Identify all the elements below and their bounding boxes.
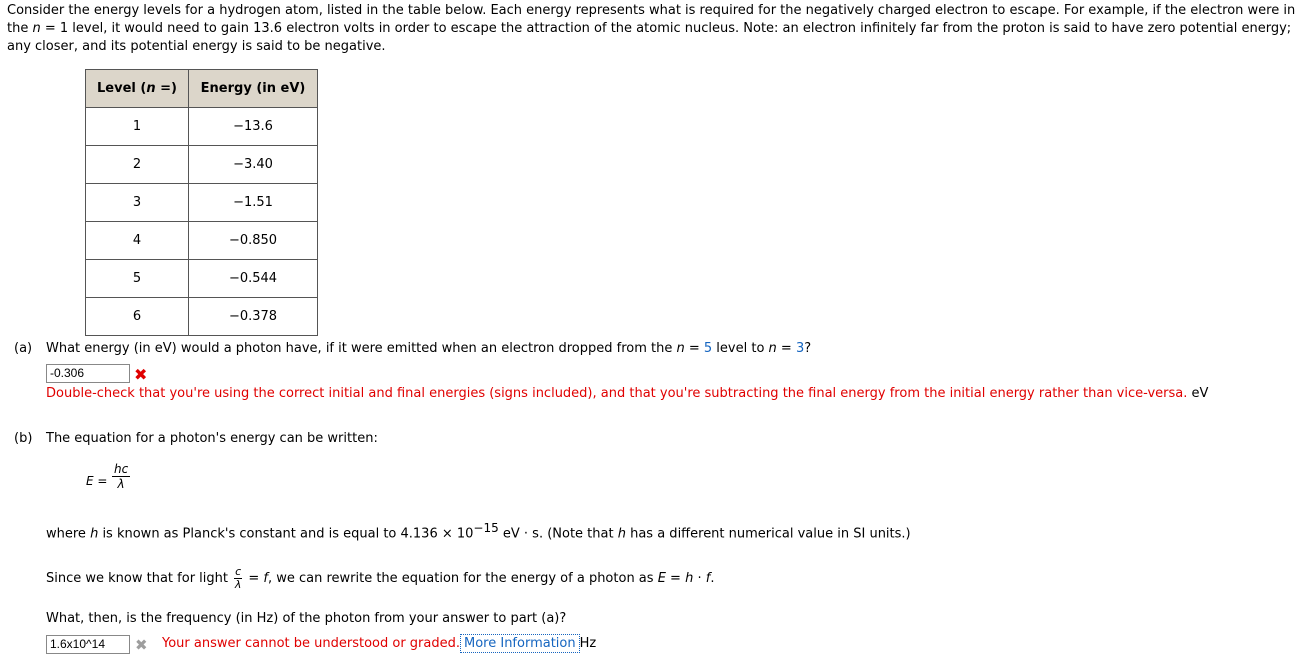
- energy-cell: −0.544: [189, 260, 318, 298]
- level-cell: 2: [86, 146, 189, 184]
- level-cell: 5: [86, 260, 189, 298]
- table-row: [86, 108, 318, 146]
- table-row: [86, 260, 318, 298]
- part-a-feedback: [46, 386, 1208, 401]
- equation-lhs: E =: [86, 474, 108, 488]
- intro-text-2: = 1 level, it would need to gain 13.6 electron volts in order to escape the attraction of the atomic nucleus. Note: an electron infinitely far from the proton is said to have zero potential energy; any closer, and its potential energy is said to be negative.: [7, 21, 1292, 54]
- equation-fraction: [112, 462, 130, 491]
- table-row: [86, 184, 318, 222]
- part-a-feedback-text: Double-check that you're using the correct initial and final energies (signs included), and that you're subtracting the final energy from the initial energy rather than vice-versa.: [46, 386, 1188, 401]
- part-b-label: (b): [14, 431, 33, 446]
- energy-cell: −0.378: [189, 298, 318, 336]
- intro-text-1: Consider the energy levels for a hydrogen atom, listed in the table below. Each energy represents what is required for the negatively charged electron to escape. For example, if the electron were in the: [7, 3, 1296, 36]
- level-cell: 3: [86, 184, 189, 222]
- header-energy: Energy (in eV): [189, 70, 318, 108]
- c-over-lambda-fraction: $\frac{c}{\lambda}$: [234, 565, 242, 591]
- n-variable: n: [32, 21, 41, 36]
- incorrect-x-icon: ✖: [134, 365, 148, 384]
- part-b-feedback: [162, 636, 596, 651]
- n-to-value: 3: [795, 341, 805, 356]
- part-b-intro: (b) The equation for a photon's energy can be written:: [14, 431, 378, 446]
- planck-statement: where h is known as Planck's constant and is equal to $4.136 \times 10^{-15}$ eV · s. (Note that h has a different numerical value in SI units.): [46, 521, 911, 542]
- part-b-feedback-text: Your answer cannot be understood or graded.: [162, 636, 460, 651]
- part-a-unit: eV: [1191, 386, 1209, 401]
- energy-cell: −0.850: [189, 222, 318, 260]
- energy-cell: −1.51: [189, 184, 318, 222]
- part-a-label: (a): [14, 341, 33, 356]
- equation-numerator: hc: [114, 462, 129, 476]
- ungraded-x-icon: ✖: [135, 636, 148, 654]
- planck-exponent: −15: [473, 521, 499, 535]
- energy-cell: −3.40: [189, 146, 318, 184]
- table-row: [86, 222, 318, 260]
- energy-cell: −13.6: [189, 108, 318, 146]
- level-cell: 6: [86, 298, 189, 336]
- level-cell: 1: [86, 108, 189, 146]
- part-b-answer-input[interactable]: [46, 635, 130, 654]
- energy-level-table: [85, 69, 318, 336]
- part-b-question: What, then, is the frequency (in Hz) of the photon from your answer to part (a)?: [46, 611, 567, 626]
- table-row: [86, 298, 318, 336]
- more-information-link[interactable]: More Information: [460, 634, 580, 653]
- table-row: [86, 146, 318, 184]
- n-from-value: 5: [703, 341, 713, 356]
- problem-intro: [7, 2, 1307, 56]
- part-a-question: (a) What energy (in eV) would a photon have, if it were emitted when an electron dropped from the n = 5 level to n = 3?: [14, 341, 812, 356]
- table-header-row: [86, 70, 318, 108]
- part-a-answer-input[interactable]: [46, 364, 130, 383]
- equation-denominator: λ: [117, 477, 125, 491]
- level-cell: 4: [86, 222, 189, 260]
- light-statement: Since we know that for light $\frac{c}{\lambda}$ = f, we can rewrite the equation for the energy of a photon as E = h · f.: [46, 565, 715, 591]
- header-level: Level (n =): [86, 70, 189, 108]
- part-b-unit: Hz: [579, 636, 597, 651]
